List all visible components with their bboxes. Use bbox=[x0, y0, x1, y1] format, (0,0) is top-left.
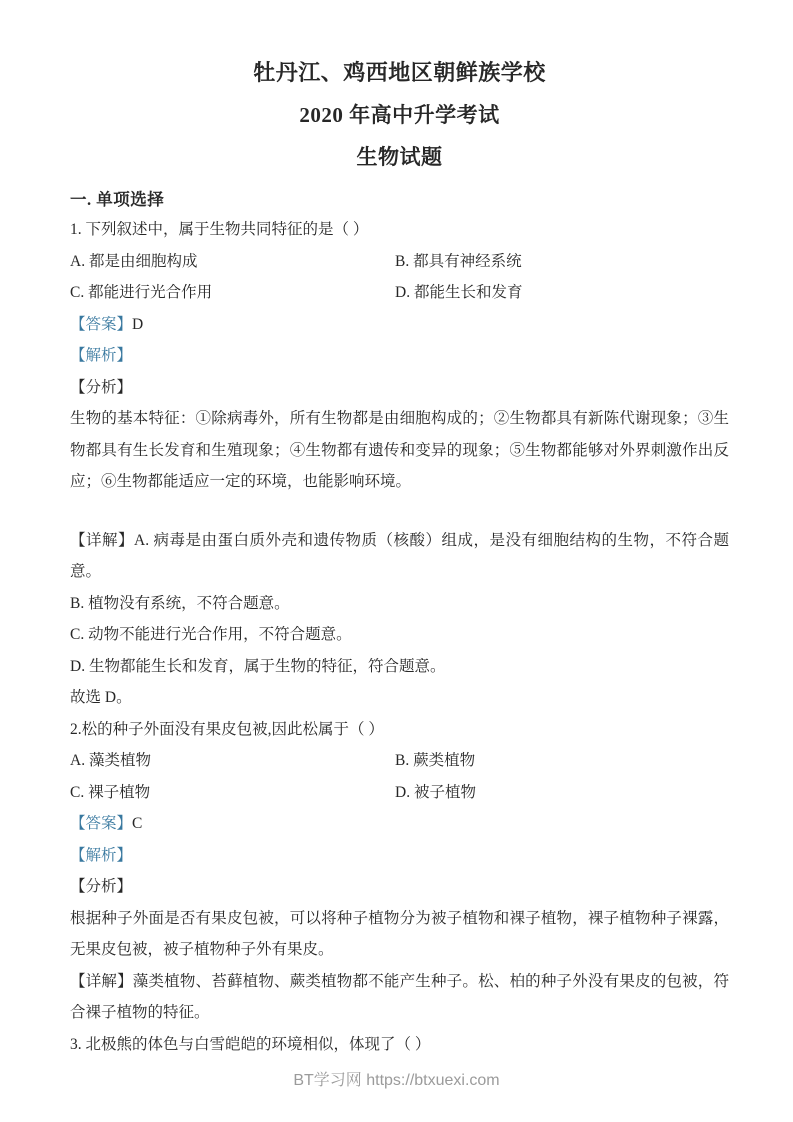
question-1-detail-line: 【详解】A. 病毒是由蛋白质外壳和遗传物质（核酸）组成，是没有细胞结构的生物，不符合题意。 bbox=[70, 531, 729, 580]
page-title-subject: 生物试题 bbox=[356, 145, 443, 169]
document-header bbox=[70, 60, 729, 170]
question-2-option-c: C. 裸子植物 bbox=[70, 783, 151, 801]
question-1-options bbox=[70, 246, 729, 309]
question-1-option-a: A. 都是由细胞构成 bbox=[70, 252, 198, 270]
page-title-exam: 2020 年高中升学考试 bbox=[299, 103, 500, 127]
question-1-detail-line: D. 生物都能生长和发育，属于生物的特征，符合题意。 bbox=[70, 657, 446, 675]
footer-watermark: BT学习网 https://btxuexi.com bbox=[293, 1072, 500, 1089]
question-2-answer-value: C bbox=[132, 815, 143, 832]
question-2-analysis-label: 【解析】 bbox=[70, 846, 133, 864]
question-1-stem: 1. 下列叙述中，属于生物共同特征的是（ ） bbox=[70, 221, 369, 238]
question-1-answer-line bbox=[70, 309, 729, 341]
question-1-conclusion: 故选 D。 bbox=[70, 689, 132, 706]
question-1-breakdown-text: 生物的基本特征：①除病毒外，所有生物都是由细胞构成的；②生物都具有新陈代谢现象；③生物都具有生长发育和生殖现象；④生物都有遗传和变异的现象；⑤生物都能够对外界刺激作出反应；⑥生物都能适应一定的环境，也能影响环境。 bbox=[70, 410, 729, 490]
question-2-breakdown-label: 【分析】 bbox=[70, 878, 133, 895]
answer-label: 【答案】 bbox=[70, 315, 133, 333]
question-2-stem: 2.松的种子外面没有果皮包被,因此松属于（ ） bbox=[70, 720, 384, 738]
question-1-analysis-label: 【解析】 bbox=[70, 347, 133, 364]
question-2-option-a: A. 藻类植物 bbox=[70, 752, 151, 769]
question-1-detail-line: B. 植物没有系统，不符合题意。 bbox=[70, 594, 290, 612]
question-1-option-d: D. 都能生长和发育 bbox=[395, 284, 523, 301]
question-2-option-d: D. 被子植物 bbox=[395, 783, 476, 801]
question-2-breakdown-text: 根据种子外面是否有果皮包被，可以将种子植物分为被子植物和裸子植物，裸子植物种子裸露，无果皮包被，被子植物种子外有果皮。 bbox=[70, 909, 729, 958]
question-1-option-c: C. 都能进行光合作用 bbox=[70, 284, 213, 301]
page-title-school: 牡丹江、鸡西地区朝鲜族学校 bbox=[253, 60, 546, 85]
question-2-answer-line bbox=[70, 808, 729, 840]
question-1-detail-line: C. 动物不能进行光合作用，不符合题意。 bbox=[70, 626, 352, 643]
question-3-stem: 3. 北极熊的体色与白雪皑皑的环境相似，体现了（ ） bbox=[70, 1035, 431, 1053]
question-1-breakdown-label: 【分析】 bbox=[70, 378, 133, 396]
question-2-options bbox=[70, 745, 729, 808]
question-1-option-b: B. 都具有神经系统 bbox=[395, 252, 522, 270]
answer-label: 【答案】 bbox=[70, 815, 133, 832]
question-1-answer-value: D bbox=[132, 315, 144, 333]
section-heading: 一. 单项选择 bbox=[70, 190, 165, 209]
question-2-option-b: B. 蕨类植物 bbox=[395, 752, 476, 769]
question-2-detail-text: 【详解】藻类植物、苔藓植物、蕨类植物都不能产生种子。松、柏的种子外没有果皮的包被，符合裸子植物的特征。 bbox=[70, 972, 729, 1021]
